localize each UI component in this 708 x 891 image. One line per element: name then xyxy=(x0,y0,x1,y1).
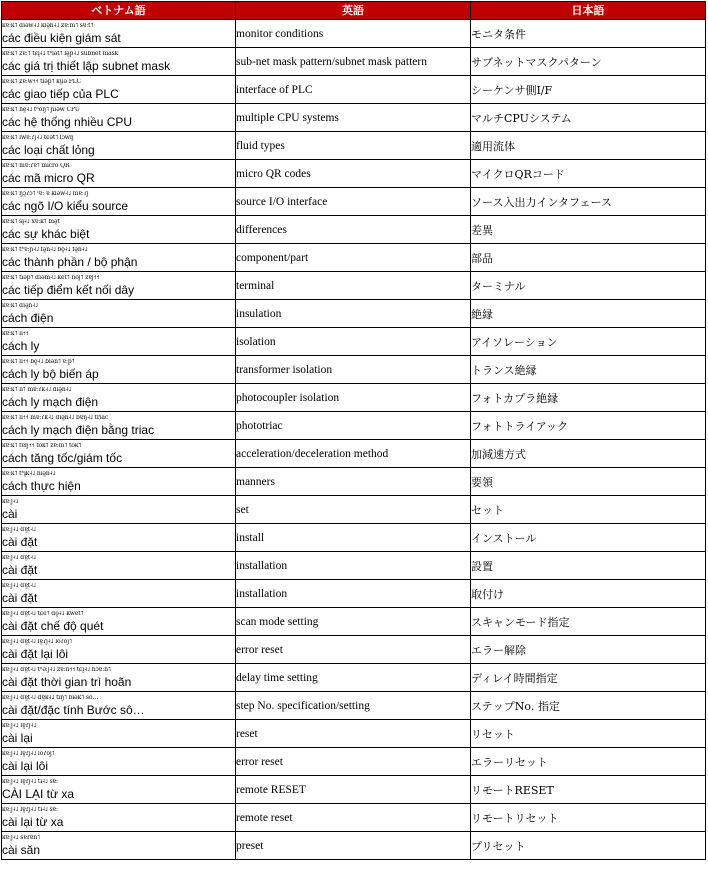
english-term: monitor conditions xyxy=(236,20,471,48)
table-row xyxy=(2,412,706,440)
table-row xyxy=(2,608,706,636)
vietnamese-cell xyxy=(2,552,236,580)
japanese-term: シーケンサ側I/F xyxy=(471,76,706,104)
japanese-term: ステップNo. 指定 xyxy=(471,692,706,720)
japanese-term: 絶縁 xyxy=(471,300,706,328)
japanese-term: 取付け xyxy=(471,580,706,608)
english-term: phototriac xyxy=(236,412,471,440)
english-term: delay time setting xyxy=(236,664,471,692)
vietnamese-term: cài lại lôi xyxy=(2,759,49,773)
english-term: preset xyxy=(236,832,471,860)
vietnamese-term: cài xyxy=(2,507,18,521)
vietnamese-term: cách thực hiện xyxy=(2,479,81,493)
english-term: set xyxy=(236,496,471,524)
english-term: terminal xyxy=(236,272,471,300)
table-row xyxy=(2,580,706,608)
table-row xyxy=(2,496,706,524)
vietnamese-term: các ngõ I/O kiểu source xyxy=(2,199,129,213)
vietnamese-cell xyxy=(2,664,236,692)
vietnamese-cell xyxy=(2,188,236,216)
english-term: reset xyxy=(236,720,471,748)
english-term: transformer isolation xyxy=(236,356,471,384)
english-term: manners xyxy=(236,468,471,496)
english-term: sub-net mask pattern/subnet mask pattern xyxy=(236,48,471,76)
vietnamese-cell xyxy=(2,328,236,356)
vietnamese-cell xyxy=(2,132,236,160)
japanese-term: セット xyxy=(471,496,706,524)
pronunciation-text: kɐːk˦ ŋɔ̰ʔɔ˦ ˀɐː ɐ kiəw˨˩ mɐːʔj xyxy=(2,191,89,197)
japanese-term: インストール xyxy=(471,524,706,552)
vietnamese-term: cài đặt chế độ quét xyxy=(2,619,104,633)
vietnamese-cell xyxy=(2,608,236,636)
vietnamese-term: các hệ thống nhiều CPU xyxy=(2,115,133,129)
table-row xyxy=(2,48,706,76)
header-vietnamese: ベトナム語 xyxy=(2,2,236,20)
pronunciation-text: kɐːk˦ li˧˧ xyxy=(2,331,29,337)
pronunciation-text: kɐːk˦ tʰɨ̰k˨˩ hiə̰n˨˩ xyxy=(2,471,56,477)
pronunciation-text: kɐːk˦ sɨ̰˨˩ xɐːk˦ ɓiə̰t xyxy=(2,219,60,225)
vietnamese-term: các loại chất lỏng xyxy=(2,143,95,157)
vietnamese-cell xyxy=(2,384,236,412)
japanese-term: 部品 xyxy=(471,244,706,272)
pronunciation-text: kɐːk˦ ɗiəw˨˩ kiə̰n˨˩ zɐːm˦ sɐːt˦ xyxy=(2,23,94,29)
table-row xyxy=(2,272,706,300)
table-row xyxy=(2,804,706,832)
japanese-term: リモートRESET xyxy=(471,776,706,804)
english-term: error reset xyxy=(236,636,471,664)
vietnamese-term: cài lại từ xa xyxy=(2,815,64,829)
japanese-term: モニタ条件 xyxy=(471,20,706,48)
japanese-term: フォトカプラ絶縁 xyxy=(471,384,706,412)
vietnamese-term: cách ly mạch điện bằng triac xyxy=(2,423,155,437)
vietnamese-cell xyxy=(2,692,236,720)
english-term: install xyxy=(236,524,471,552)
pronunciation-text: kɐːk˦ tʰɐːɲ˨˩ fə̰n˨˩ ɓo̰˨˩ fə̰n˨˩ xyxy=(2,247,88,253)
vietnamese-term: cách ly xyxy=(2,339,40,353)
vietnamese-cell xyxy=(2,272,236,300)
japanese-term: 要領 xyxy=(471,468,706,496)
japanese-term: スキャンモード指定 xyxy=(471,608,706,636)
vietnamese-cell xyxy=(2,496,236,524)
table-row xyxy=(2,76,706,104)
japanese-term: ディレイ時間指定 xyxy=(471,664,706,692)
pronunciation-text: kɐːj˨˩ ɗɐ̰t˨˩ lɐ̰ʔj˨˩ loʔoj˦ xyxy=(2,639,72,645)
vietnamese-term: cài đặt lại lôi xyxy=(2,647,69,661)
pronunciation-text: kɐːj˨˩ lɐ̰ʔj˨˩ tɨ˨˩ sɐː xyxy=(2,807,58,813)
japanese-term: サブネットマスクパターン xyxy=(471,48,706,76)
japanese-term: トランス絶縁 xyxy=(471,356,706,384)
vietnamese-term: các thành phần / bộ phận xyxy=(2,255,138,269)
japanese-term: 設置 xyxy=(471,552,706,580)
pronunciation-text: kɐːj˨˩ xyxy=(2,499,19,505)
japanese-term: リセット xyxy=(471,720,706,748)
pronunciation-text: kɐːj˨˩ ɗɐ̰t˨˩ tɕe˦ ɗo̰˨˩ kwet˦ xyxy=(2,611,84,617)
vietnamese-cell xyxy=(2,468,236,496)
table-row xyxy=(2,748,706,776)
vietnamese-term: các sự khác biệt xyxy=(2,227,90,241)
vietnamese-term: cài đặt thời gian trì hoãn xyxy=(2,675,132,689)
table-row xyxy=(2,524,706,552)
pronunciation-text: kɐːk˦ tiəp˦ ɗiəm˨˩ ket˦ noj˦ zɐj˧˧ xyxy=(2,275,100,281)
vietnamese-term: cách ly mạch điện xyxy=(2,395,99,409)
pronunciation-text: kɐːk˦ li˧˧ mɐːʔk˨˩ ɗiə̰n˨˩ ɓɐŋ˨˩ triac xyxy=(2,415,109,421)
vietnamese-cell xyxy=(2,244,236,272)
english-term: photocoupler isolation xyxy=(236,384,471,412)
vietnamese-term: cài đặt xyxy=(2,563,38,577)
vietnamese-term: cách điện xyxy=(2,311,54,325)
table-row xyxy=(2,776,706,804)
table-row xyxy=(2,300,706,328)
english-term: source I/O interface xyxy=(236,188,471,216)
vietnamese-cell xyxy=(2,804,236,832)
header-row xyxy=(2,2,706,20)
english-term: scan mode setting xyxy=(236,608,471,636)
japanese-term: 適用流体 xyxy=(471,132,706,160)
vietnamese-term: các điều kiện giám sát xyxy=(2,31,121,45)
table-row xyxy=(2,160,706,188)
vietnamese-cell xyxy=(2,356,236,384)
pronunciation-text: kɐːk˦ hḛ˨˩ tʰoŋ˦ ɲiəw CPU xyxy=(2,107,80,113)
pronunciation-text: kɐːj˨˩ ɗɐ̰t˨˩ tʰəːj˨˩ zɐːn˧˧ tɕḭ˨˩ hɔɐːn˦ xyxy=(2,667,111,673)
english-term: interface of PLC xyxy=(236,76,471,104)
pronunciation-text: kɐːk˦ tɐŋ˧˧ tok˦ zɐːm˦ tok˦ xyxy=(2,443,82,449)
vietnamese-cell xyxy=(2,748,236,776)
pronunciation-text: kɐːk˦ lwɐːʔj˨˩ tɕət˦ lɔwŋ xyxy=(2,135,74,141)
english-term: component/part xyxy=(236,244,471,272)
vietnamese-cell xyxy=(2,300,236,328)
table-row xyxy=(2,132,706,160)
english-term: micro QR codes xyxy=(236,160,471,188)
table-row xyxy=(2,832,706,860)
vietnamese-term: cách tăng tốc/giám tốc xyxy=(2,451,123,465)
table-row xyxy=(2,188,706,216)
table-row xyxy=(2,244,706,272)
japanese-term: 差異 xyxy=(471,216,706,244)
table-row xyxy=(2,104,706,132)
table-row xyxy=(2,720,706,748)
pronunciation-text: kɐːj˨˩ lɐ̰ʔj˨˩ xyxy=(2,723,37,729)
vietnamese-cell xyxy=(2,48,236,76)
pronunciation-text: kɐːj˨˩ ɗɐ̰t˨˩ xyxy=(2,527,36,533)
glossary-table xyxy=(1,1,706,860)
vietnamese-term: các giá trị thiết lập subnet mask xyxy=(2,59,171,73)
table-row xyxy=(2,440,706,468)
english-term: step No. specification/setting xyxy=(236,692,471,720)
japanese-term: ソース入出力インタフェース xyxy=(471,188,706,216)
vietnamese-cell xyxy=(2,412,236,440)
table-row xyxy=(2,468,706,496)
pronunciation-text: kɐːj˨˩ lɐ̰ʔj˨˩ loʔoj˦ xyxy=(2,751,55,757)
english-term: remote RESET xyxy=(236,776,471,804)
japanese-term: リモートリセット xyxy=(471,804,706,832)
vietnamese-term: CÀI LẠI từ xa xyxy=(2,787,75,801)
table-row xyxy=(2,356,706,384)
pronunciation-text: kɐːj˨˩ sɐʔɐn˦ xyxy=(2,835,40,841)
pronunciation-text: kɐːj˨˩ ɗɐ̰t˨˩ xyxy=(2,583,36,589)
vietnamese-cell xyxy=(2,580,236,608)
english-term: fluid types xyxy=(236,132,471,160)
table-row xyxy=(2,20,706,48)
vietnamese-cell xyxy=(2,524,236,552)
vietnamese-cell xyxy=(2,636,236,664)
pronunciation-text: kɐːk˦ li˧˧ ɓo̰˨˩ ɓiən˦ ɐːp˦ xyxy=(2,359,75,365)
english-term: installation xyxy=(236,552,471,580)
vietnamese-term: các giao tiếp của PLC xyxy=(2,87,119,101)
vietnamese-term: cách ly bộ biến áp xyxy=(2,367,99,381)
vietnamese-term: các mã micro QR xyxy=(2,171,95,185)
japanese-term: ターミナル xyxy=(471,272,706,300)
pronunciation-text: kɐːk˦ li˦ mɐːʔk˨˩ ɗiə̰n˨˩ xyxy=(2,387,72,393)
japanese-term: マルチCPUシステム xyxy=(471,104,706,132)
japanese-term: アイソレーション xyxy=(471,328,706,356)
pronunciation-text: kɐːj˨˩ lɐ̰ʔj˨˩ tɨ˨˩ sɐː xyxy=(2,779,58,785)
table-row xyxy=(2,664,706,692)
pronunciation-text: kɐːj˨˩ ɗɐ̰t˨˩ ɗɐ̰k˨˩ tiŋ˦ ɓɨək˦ số… xyxy=(2,695,99,701)
vietnamese-term: cài đặt xyxy=(2,535,38,549)
vietnamese-cell xyxy=(2,832,236,860)
english-term: insulation xyxy=(236,300,471,328)
table-row xyxy=(2,692,706,720)
table-row xyxy=(2,384,706,412)
japanese-term: マイクロQRコード xyxy=(471,160,706,188)
vietnamese-cell xyxy=(2,216,236,244)
vietnamese-cell xyxy=(2,776,236,804)
pronunciation-text: kɐːk˦ zɐː˦ tɕḭ˨˩ tʰiət˦ lə̰p˨˩ subnet mask xyxy=(2,51,119,57)
english-term: multiple CPU systems xyxy=(236,104,471,132)
english-term: isolation xyxy=(236,328,471,356)
vietnamese-cell xyxy=(2,76,236,104)
english-term: differences xyxy=(236,216,471,244)
vietnamese-cell xyxy=(2,720,236,748)
pronunciation-text: kɐːk˦ mɐːʔɐ˦ micro QR xyxy=(2,163,70,169)
table-row xyxy=(2,328,706,356)
vietnamese-term: cài đặt/đặc tính Bước sô… xyxy=(2,703,145,717)
vietnamese-cell xyxy=(2,20,236,48)
japanese-term: プリセット xyxy=(471,832,706,860)
japanese-term: エラー解除 xyxy=(471,636,706,664)
header-japanese: 日本語 xyxy=(471,2,706,20)
table-row xyxy=(2,636,706,664)
english-term: installation xyxy=(236,580,471,608)
japanese-term: フォトトライアック xyxy=(471,412,706,440)
vietnamese-term: cài lại xyxy=(2,731,33,745)
pronunciation-text: kɐːj˨˩ ɗɐ̰t˨˩ xyxy=(2,555,36,561)
glossary-body xyxy=(2,20,706,860)
vietnamese-cell xyxy=(2,160,236,188)
vietnamese-cell xyxy=(2,104,236,132)
english-term: remote reset xyxy=(236,804,471,832)
header-english: 英語 xyxy=(236,2,471,20)
vietnamese-cell xyxy=(2,440,236,468)
japanese-term: エラーリセット xyxy=(471,748,706,776)
vietnamese-term: cài đặt xyxy=(2,591,38,605)
english-term: error reset xyxy=(236,748,471,776)
japanese-term: 加減速方式 xyxy=(471,440,706,468)
pronunciation-text: kɐːk˦ zɐːw˧˧ tiəp˦ kṵə PLC xyxy=(2,79,82,85)
vietnamese-term: cài săn xyxy=(2,843,41,857)
english-term: acceleration/deceleration method xyxy=(236,440,471,468)
table-row xyxy=(2,552,706,580)
pronunciation-text: kɐːk˦ ɗiə̰n˨˩ xyxy=(2,303,38,309)
vietnamese-term: các tiếp điểm kết nối dây xyxy=(2,283,135,297)
table-row xyxy=(2,216,706,244)
